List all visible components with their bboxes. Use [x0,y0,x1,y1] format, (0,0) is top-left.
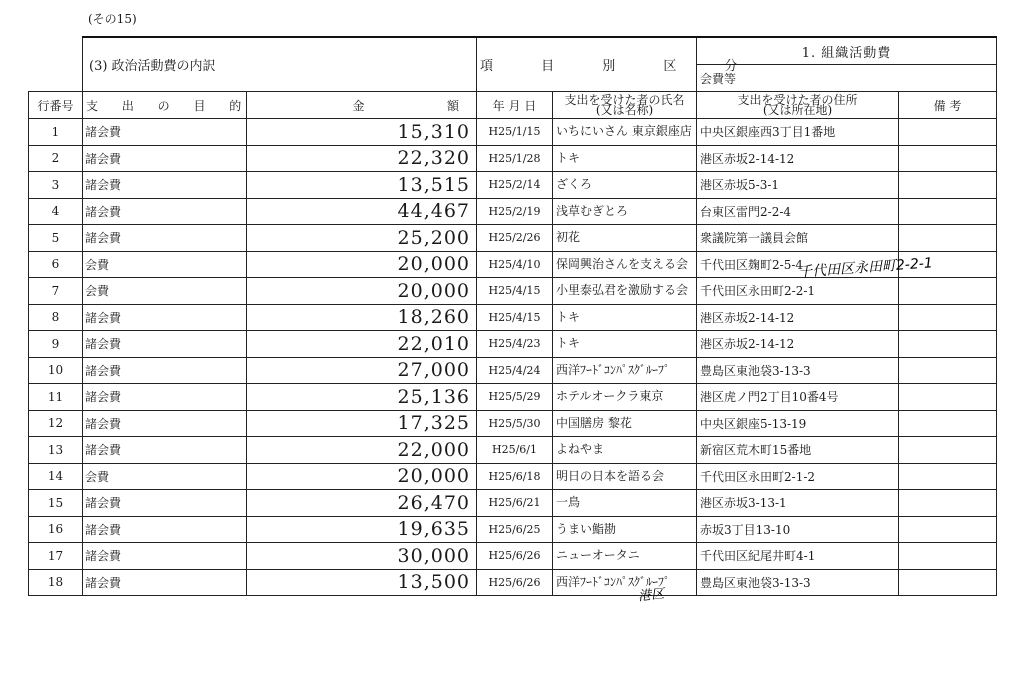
row-payee: トキ [553,304,697,331]
row-purpose: 諸会費 [83,569,247,596]
row-purpose: 諸会費 [83,543,247,570]
row-remarks [899,490,997,517]
row-address: 千代田区永田町2-2-1 [697,278,899,305]
col-purpose: 支 出 の 目 的 [83,92,247,119]
table-row [29,145,997,172]
row-address: 豊島区東池袋3-13-3 [697,357,899,384]
table-row [29,437,997,464]
col-address-line1: 支出を受けた者の住所 [737,93,858,107]
row-purpose: 会費 [83,251,247,278]
row-address: 新宿区荒木町15番地 [697,437,899,464]
row-date: H25/6/18 [477,463,553,490]
row-amount: 30,000 [247,543,477,570]
row-remarks [899,304,997,331]
row-purpose: 会費 [83,463,247,490]
row-address: 港区赤坂5-3-1 [697,172,899,199]
col-amount-right: 額 [446,98,459,113]
row-amount: 17,325 [247,410,477,437]
row-purpose: 諸会費 [83,357,247,384]
row-amount: 27,000 [247,357,477,384]
table-row [29,304,997,331]
row-remarks [899,198,997,225]
row-date: H25/6/1 [477,437,553,464]
row-amount: 26,470 [247,490,477,517]
table-row [29,278,997,305]
row-purpose: 諸会費 [83,304,247,331]
row-amount: 22,010 [247,331,477,358]
row-number: 12 [29,410,83,437]
row-number: 16 [29,516,83,543]
col-address-line2: (又は所在地) [762,103,833,117]
row-payee: トキ [553,145,697,172]
row-payee: 中国膳房 黎花 [553,410,697,437]
row-amount: 44,467 [247,198,477,225]
row-date: H25/4/23 [477,331,553,358]
section-title: (3) 政治活動費の内訳 [83,37,477,92]
handwritten-prefix-row16: 港区 [637,586,665,605]
row-amount: 19,635 [247,516,477,543]
row-number: 2 [29,145,83,172]
row-address: 赤坂3丁目13-10 [697,516,899,543]
table-row [29,357,997,384]
row-remarks [899,384,997,411]
row-remarks [899,410,997,437]
row-amount: 22,000 [247,437,477,464]
row-purpose: 諸会費 [83,145,247,172]
row-number: 6 [29,251,83,278]
row-payee: 西洋ﾌｰﾄﾞｺﾝﾊﾟｽｸﾞﾙｰﾌﾟ [553,569,697,596]
col-date: 年 月 日 [477,92,553,119]
table-row [29,225,997,252]
row-amount: 15,310 [247,119,477,146]
col-payee [553,92,697,119]
row-amount: 20,000 [247,463,477,490]
row-purpose: 諸会費 [83,384,247,411]
row-remarks [899,225,997,252]
table-row [29,490,997,517]
row-remarks [899,357,997,384]
row-date: H25/1/28 [477,145,553,172]
row-purpose: 諸会費 [83,172,247,199]
table-row [29,463,997,490]
row-address: 千代田区麹町2-5-4 [697,251,899,278]
row-number: 4 [29,198,83,225]
row-address: 港区赤坂2-14-12 [697,145,899,172]
page-label: (その15) [88,12,137,26]
row-date: H25/4/10 [477,251,553,278]
row-date: H25/4/24 [477,357,553,384]
row-date: H25/6/25 [477,516,553,543]
row-remarks [899,543,997,570]
row-date: H25/1/15 [477,119,553,146]
col-amount-left: 金 [352,98,365,113]
row-remarks [899,516,997,543]
row-payee: 初花 [553,225,697,252]
category-sub: 会費等 [697,65,997,92]
row-amount: 18,260 [247,304,477,331]
row-remarks [899,569,997,596]
row-amount: 13,515 [247,172,477,199]
row-date: H25/2/19 [477,198,553,225]
row-address: 台東区雷門2-2-4 [697,198,899,225]
row-amount: 20,000 [247,251,477,278]
row-address: 港区赤坂2-14-12 [697,304,899,331]
row-amount: 20,000 [247,278,477,305]
row-number: 18 [29,569,83,596]
row-number: 5 [29,225,83,252]
row-amount: 25,200 [247,225,477,252]
expense-document [28,36,996,605]
row-purpose: 諸会費 [83,437,247,464]
row-payee: うまい鮨勘 [553,516,697,543]
row-remarks [899,278,997,305]
row-amount: 13,500 [247,569,477,596]
row-date: H25/6/26 [477,543,553,570]
row-address: 中央区銀座西3丁目1番地 [697,119,899,146]
row-payee: 一鳥 [553,490,697,517]
row-number: 9 [29,331,83,358]
row-purpose: 諸会費 [83,119,247,146]
col-amount [247,92,477,119]
table-row [29,516,997,543]
col-payee-line2: (又は名称) [595,103,654,117]
row-number: 3 [29,172,83,199]
row-date: H25/6/21 [477,490,553,517]
row-payee: ニューオータニ [553,543,697,570]
row-number: 15 [29,490,83,517]
row-purpose: 会費 [83,278,247,305]
row-remarks [899,172,997,199]
row-date: H25/2/14 [477,172,553,199]
row-payee: よねやま [553,437,697,464]
row-number: 11 [29,384,83,411]
table-row [29,410,997,437]
row-number: 14 [29,463,83,490]
row-address: 千代田区永田町2-1-2 [697,463,899,490]
row-number: 7 [29,278,83,305]
row-payee: 保岡興治さんを支える会 [553,251,697,278]
col-row-no: 行番号 [29,92,83,119]
row-address: 中央区銀座5-13-19 [697,410,899,437]
row-payee: トキ [553,331,697,358]
row-address: 港区赤坂2-14-12 [697,331,899,358]
table-row [29,384,997,411]
row-number: 17 [29,543,83,570]
row-purpose: 諸会費 [83,225,247,252]
row-purpose: 諸会費 [83,516,247,543]
row-remarks [899,145,997,172]
row-date: H25/5/30 [477,410,553,437]
category-top: 1. 組織活動費 [697,37,997,65]
row-purpose: 諸会費 [83,198,247,225]
row-address: 千代田区紀尾井町4-1 [697,543,899,570]
row-payee: 小里泰弘君を激励する会 [553,278,697,305]
row-payee: ホテルオークラ東京 [553,384,697,411]
row-date: H25/2/26 [477,225,553,252]
row-amount: 22,320 [247,145,477,172]
col-address [697,92,899,119]
row-payee: いちにいさん 東京銀座店 [553,119,697,146]
row-remarks [899,437,997,464]
row-purpose: 諸会費 [83,331,247,358]
col-payee-line1: 支出を受けた者の氏名 [564,93,685,107]
row-date: H25/5/29 [477,384,553,411]
row-number: 1 [29,119,83,146]
row-payee: 明日の日本を語る会 [553,463,697,490]
row-address: 港区赤坂3-13-1 [697,490,899,517]
row-amount: 25,136 [247,384,477,411]
row-remarks [899,331,997,358]
row-address: 衆議院第一議員会館 [697,225,899,252]
table-row [29,198,997,225]
handwritten-correction-row5: 千代田区永田町2-2-1 [797,255,934,281]
row-purpose: 諸会費 [83,490,247,517]
row-payee: 浅草むぎとろ [553,198,697,225]
row-date: H25/6/26 [477,569,553,596]
table-row [29,569,997,596]
row-remarks [899,119,997,146]
table-row [29,331,997,358]
row-date: H25/4/15 [477,304,553,331]
item-category-label: 項 目 別 区 分 [477,37,697,92]
row-payee: ざくろ [553,172,697,199]
col-remarks: 備 考 [899,92,997,119]
row-address: 港区虎ノ門2丁目10番4号 [697,384,899,411]
table-row [29,119,997,146]
row-number: 13 [29,437,83,464]
table-row [29,543,997,570]
expense-rows [29,119,997,596]
expense-table [28,36,997,596]
row-remarks [899,463,997,490]
table-row [29,172,997,199]
row-number: 10 [29,357,83,384]
row-payee: 西洋ﾌｰﾄﾞｺﾝﾊﾟｽｸﾞﾙｰﾌﾟ [553,357,697,384]
row-date: H25/4/15 [477,278,553,305]
row-purpose: 諸会費 [83,410,247,437]
row-address: 豊島区東池袋3-13-3 [697,569,899,596]
row-number: 8 [29,304,83,331]
